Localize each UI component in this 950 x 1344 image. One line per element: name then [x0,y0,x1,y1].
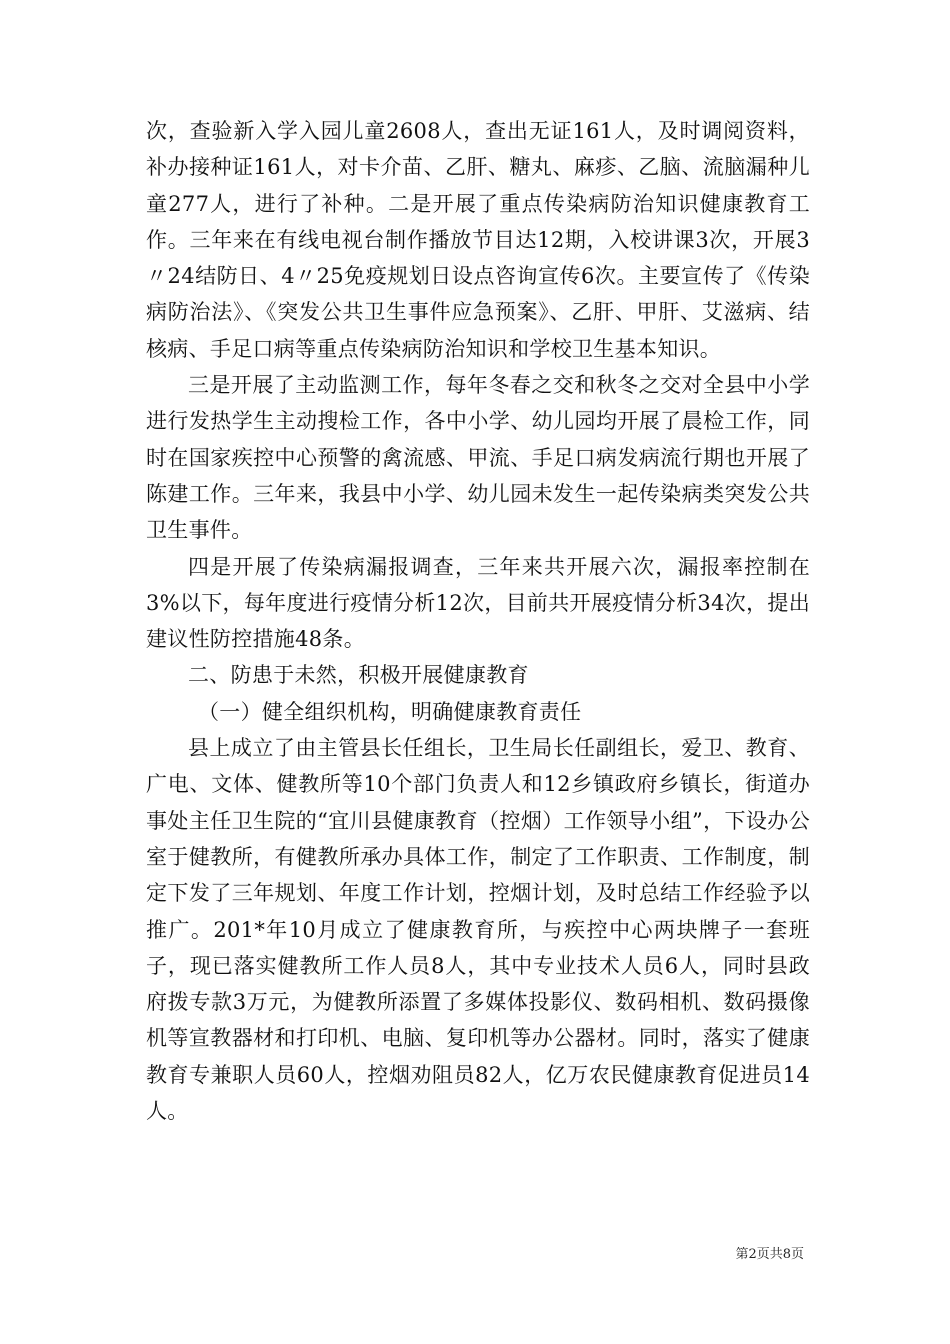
document-body [146,113,810,1129]
paragraph-underreport-survey: 四是开展了传染病漏报调查，三年来共开展六次，漏报率控制在3%以下，每年度进行疫情分析12次，目前共开展疫情分析34次，提出建议性防控措施48条。 [146,554,810,652]
paragraph-organization-details: 县上成立了由主管县长任组长，卫生局长任副组长，爱卫、教育、广电、文体、健教所等10个部门负责人和12乡镇政府乡镇长，街道办事处主任卫生院的“宜川县健康教育（控烟）工作领导小组”，下设办公室于健教所，有健教所承办具体工作，制定了工作职责、工作制度，制定下发了三年规划、年度工作计划，控烟计划，及时总结工作经验予以推广。201*年10月成立了健康教育所，与疾控中心两块牌子一套班子，现已落实健教所工作人员8人，其中专业技术人员6人，同时县政府拨专款3万元，为健教所添置了多媒体投影仪、数码相机、数码摄像机等宣教器材和打印机、电脑、复印机等办公器材。同时，落实了健康教育专兼职人员60人，控烟劝阻员82人，亿万农民健康教育促进员14人。 [146,736,810,1124]
paragraph-active-monitoring: 三是开展了主动监测工作，每年冬春之交和秋冬之交对全县中小学进行发热学生主动搜检工作，各中小学、幼儿园均开展了晨检工作，同时在国家疾控中心预警的禽流感、甲流、手足口病发病流行期也开展了陈建工作。三年来，我县中小学、幼儿园未发生一起传染病类突发公共卫生事件。 [146,373,810,543]
section-heading-health-education: 二、防患于未然，积极开展健康教育 [188,663,529,688]
subsection-heading-organization: （一）健全组织机构，明确健康教育责任 [198,699,582,724]
paragraph-vaccination-education: 次，查验新入学入园儿童2608人，查出无证161人，及时调阅资料，补办接种证161人，对卡介苗、乙肝、糖丸、麻疹、乙脑、流脑漏种儿童277人，进行了补种。二是开展了重点传染病防治知识健康教育工作。三年来在有线电视台制作播放节目达12期，入校讲课3次，开展3〃24结防日、4〃25免疫规划日设点咨询宣传6次。主要宣传了《传染病防治法》、《突发公共卫生事件应急预案》、乙肝、甲肝、艾滋病、结核病、手足口病等重点传染病防治知识和学校卫生基本知识。 [146,119,810,361]
page-number-footer: 第2页共8页 [735,1247,804,1262]
